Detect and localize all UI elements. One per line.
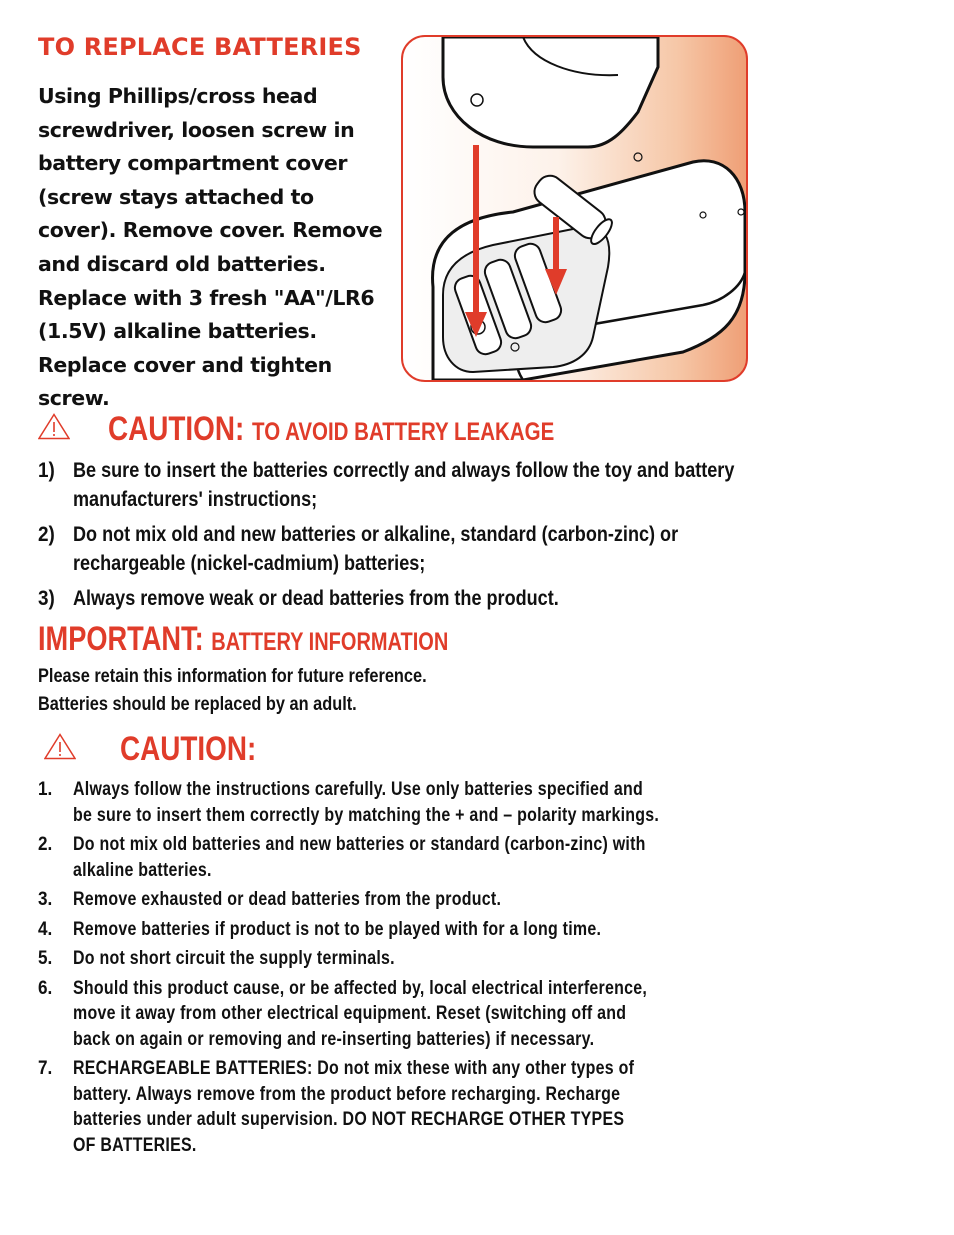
- list-item: [38, 946, 758, 972]
- item-text: RECHARGEABLE BATTERIES: Do not mix these with any other types of battery. Always remove from the product before recharging. Recharge batteries under adult supervision. DO NOT RECHARGE OTHER TYPES OF BATTERIES.: [73, 1058, 635, 1156]
- item-number: 1): [38, 459, 55, 482]
- list-item: [38, 520, 758, 578]
- warning-triangle-icon: [38, 413, 70, 440]
- item-text: Do not short circuit the supply terminals.: [73, 948, 395, 969]
- replace-batteries-title: TO REPLACE BATTERIES: [38, 33, 362, 61]
- item-text: Remove exhausted or dead batteries from the product.: [73, 889, 502, 910]
- list-item: [38, 1056, 758, 1158]
- replace-batteries-instructions: Using Phillips/cross head screwdriver, loosen screw in battery compartment cover (screw stays attached to cover). Remove cover. Remove and discard old batteries. Replace with 3 fresh "AA"/LR6 (1.5V) alkaline batteries. Replace cover and tighten screw.: [38, 84, 383, 411]
- list-item: [38, 832, 758, 883]
- item-number: 1.: [38, 779, 53, 800]
- item-number: 3.: [38, 889, 53, 910]
- item-number: 2.: [38, 834, 53, 855]
- item-text: Should this product cause, or be affected by, local electrical interference, move it away from other electrical equipment. Reset (switching off and back on again or removing and re-inserting batteries) if necessary.: [73, 977, 648, 1050]
- item-text: Do not mix old and new batteries or alkaline, standard (carbon-zinc) or rechargeable (nickel-cadmium) batteries;: [73, 523, 679, 575]
- important-line-2: Batteries should be replaced by an adult.: [38, 694, 357, 715]
- item-number: 7.: [38, 1058, 53, 1079]
- battery-diagram: [403, 37, 746, 380]
- caution-leakage-list: [38, 456, 758, 619]
- list-item: [38, 976, 758, 1053]
- item-number: 4.: [38, 918, 53, 940]
- item-text: Always remove weak or dead batteries from the product.: [73, 587, 559, 610]
- warning-triangle-icon: [44, 733, 76, 760]
- list-item: [38, 917, 758, 943]
- list-item: [38, 887, 758, 913]
- caution-leakage-subtitle: TO AVOID BATTERY LEAKAGE: [252, 418, 555, 446]
- list-item: [38, 777, 758, 828]
- item-number: 3): [38, 587, 55, 610]
- item-text: Always follow the instructions carefully. Use only batteries specified and be sure to insert them correctly by matching the + and – polarity markings.: [73, 779, 660, 826]
- list-item: [38, 456, 758, 514]
- important-line-1: Please retain this information for future reference.: [38, 666, 427, 687]
- item-number: 2): [38, 523, 55, 546]
- item-number: 6.: [38, 977, 53, 999]
- important-title: IMPORTANT:: [38, 620, 204, 658]
- item-text: Remove batteries if product is not to be played with for a long time.: [73, 918, 602, 940]
- item-text: Do not mix old batteries and new batteries or standard (carbon-zinc) with alkaline batteries.: [73, 834, 646, 881]
- item-number: 5.: [38, 948, 53, 969]
- item-text: Be sure to insert the batteries correctly and always follow the toy and battery manufacturers' instructions;: [73, 459, 735, 511]
- battery-compartment-illustration: [401, 35, 748, 382]
- caution-general-heading: CAUTION:: [120, 730, 257, 768]
- caution-leakage-heading: [108, 410, 554, 449]
- caution-general-list: [38, 777, 758, 1162]
- list-item: [38, 584, 758, 613]
- caution-leakage-title: CAUTION:: [108, 410, 245, 448]
- important-body: [38, 663, 427, 719]
- important-heading: [38, 620, 448, 659]
- important-subtitle: BATTERY INFORMATION: [211, 628, 449, 656]
